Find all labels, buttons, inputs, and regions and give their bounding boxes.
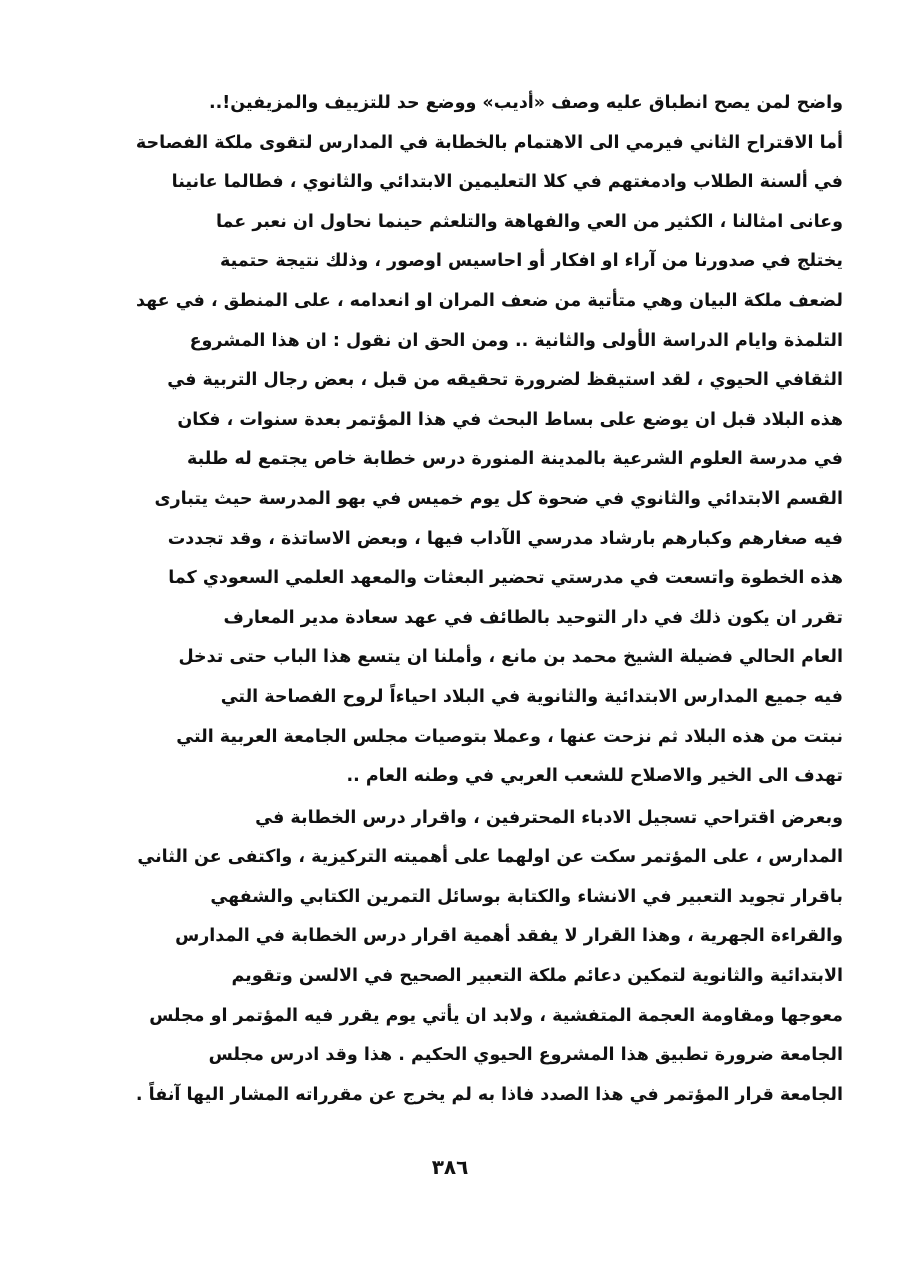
text-line: فيه صغارهم وكبارهم بارشاد مدرسي الآداب فيها ، وبعض الاساتذة ، وقد تجددت — [167, 528, 843, 549]
text-line: الجامعة ضرورة تطبيق هذا المشروع الحيوي الحكيم . هذا وقد ادرس مجلس — [208, 1045, 843, 1066]
text-line: لضعف ملكة البيان وهي متأتية من ضعف المران او انعدامه ، على المنطق ، في عهد — [135, 290, 843, 311]
text-line: فيه جميع المدارس الابتدائية والثانوية في البلاد احياءاً لروح الفصاحة التي — [220, 686, 843, 707]
page-number: ٣٨٦ — [431, 1155, 469, 1179]
text-line: الثقافي الحيوي ، لقد استيقظ لضرورة تحقيقه من قبل ، بعض رجال التربية في — [167, 370, 843, 391]
text-line: في مدرسة العلوم الشرعية بالمدينة المنورة درس خطابة خاص يجتمع له طلبة — [186, 449, 843, 470]
text-line: تهدف الى الخير والاصلاح للشعب العربي في وطنه العام .. — [346, 766, 843, 787]
text-line: تقرر ان يكون ذلك في دار التوحيد بالطائف في عهد سعادة مدير المعارف — [223, 607, 843, 628]
text-line: واضح لمن يصح انطباق عليه وصف «أديب» ووضع حد للتزييف والمزيفين!.. — [209, 93, 843, 113]
text-line: في ألسنة الطلاب وادمغتهم في كلا التعليمين الابتدائي والثانوي ، فطالما عانينا — [171, 172, 843, 193]
text-line: القسم الابتدائي والثانوي في ضحوة كل يوم خميس في بهو المدرسة حيث يتبارى — [154, 488, 843, 509]
text-line: التلمذة وايام الدراسة الأولى والثانية .. ومن الحق ان نقول : ان هذا المشروع — [189, 330, 843, 351]
body-text — [98, 84, 843, 1115]
text-line: هذه الخطوة واتسعت في مدرستي تحضير البعثات والمعهد العلمي السعودي كما — [168, 568, 843, 589]
text-line: أما الاقتراح الثاني فيرمي الى الاهتمام بالخطابة في المدارس لتقوى ملكة الفصاحة — [135, 132, 843, 153]
text-line: والقراءة الجهرية ، وهذا القرار لا يفقد أهمية اقرار درس الخطابة في المدارس — [175, 926, 843, 947]
text-line: الابتدائية والثانوية لتمكين دعائم ملكة التعبير الصحيح في الالسن وتقويم — [231, 966, 843, 987]
text-line: باقرار تجويد التعبير في الانشاء والكتابة بوسائل التمرين الكتابي والشفهي — [210, 886, 843, 907]
text-line: الجامعة قرار المؤتمر في هذا الصدد فاذا به لم يخرج عن مقرراته المشار اليها آنفاً . — [135, 1084, 843, 1105]
text-line: هذه البلاد قبل ان يوضع على بساط البحث في هذا المؤتمر بعدة سنوات ، فكان — [177, 409, 843, 430]
text-line: المدارس ، على المؤتمر سكت عن اولهما على أهميته التركيزية ، واكتفى عن الثاني — [137, 847, 843, 868]
text-line: نبتت من هذه البلاد ثم نزحت عنها ، وعملا بتوصيات مجلس الجامعة العربية التي — [176, 726, 843, 747]
text-line: معوجها ومقاومة العجمة المتفشية ، ولابد ان يأتي يوم يقرر فيه المؤتمر او مجلس — [149, 1005, 843, 1026]
text-line: وعانى امثالنا ، الكثير من العي والفهاهة والتلعثم حينما نحاول ان نعبر عما — [215, 211, 843, 232]
text-line: العام الحالي فضيلة الشيخ محمد بن مانع ، وأملنا ان يتسع هذا الباب حتى تدخل — [178, 647, 843, 668]
text-line: وبعرض اقتراحي تسجيل الادباء المحترفين ، واقرار درس الخطابة في — [255, 807, 843, 828]
text-line: يختلج في صدورنا من آراء او افكار أو احاسيس اوصور ، وذلك نتيجة حتمية — [219, 251, 843, 272]
